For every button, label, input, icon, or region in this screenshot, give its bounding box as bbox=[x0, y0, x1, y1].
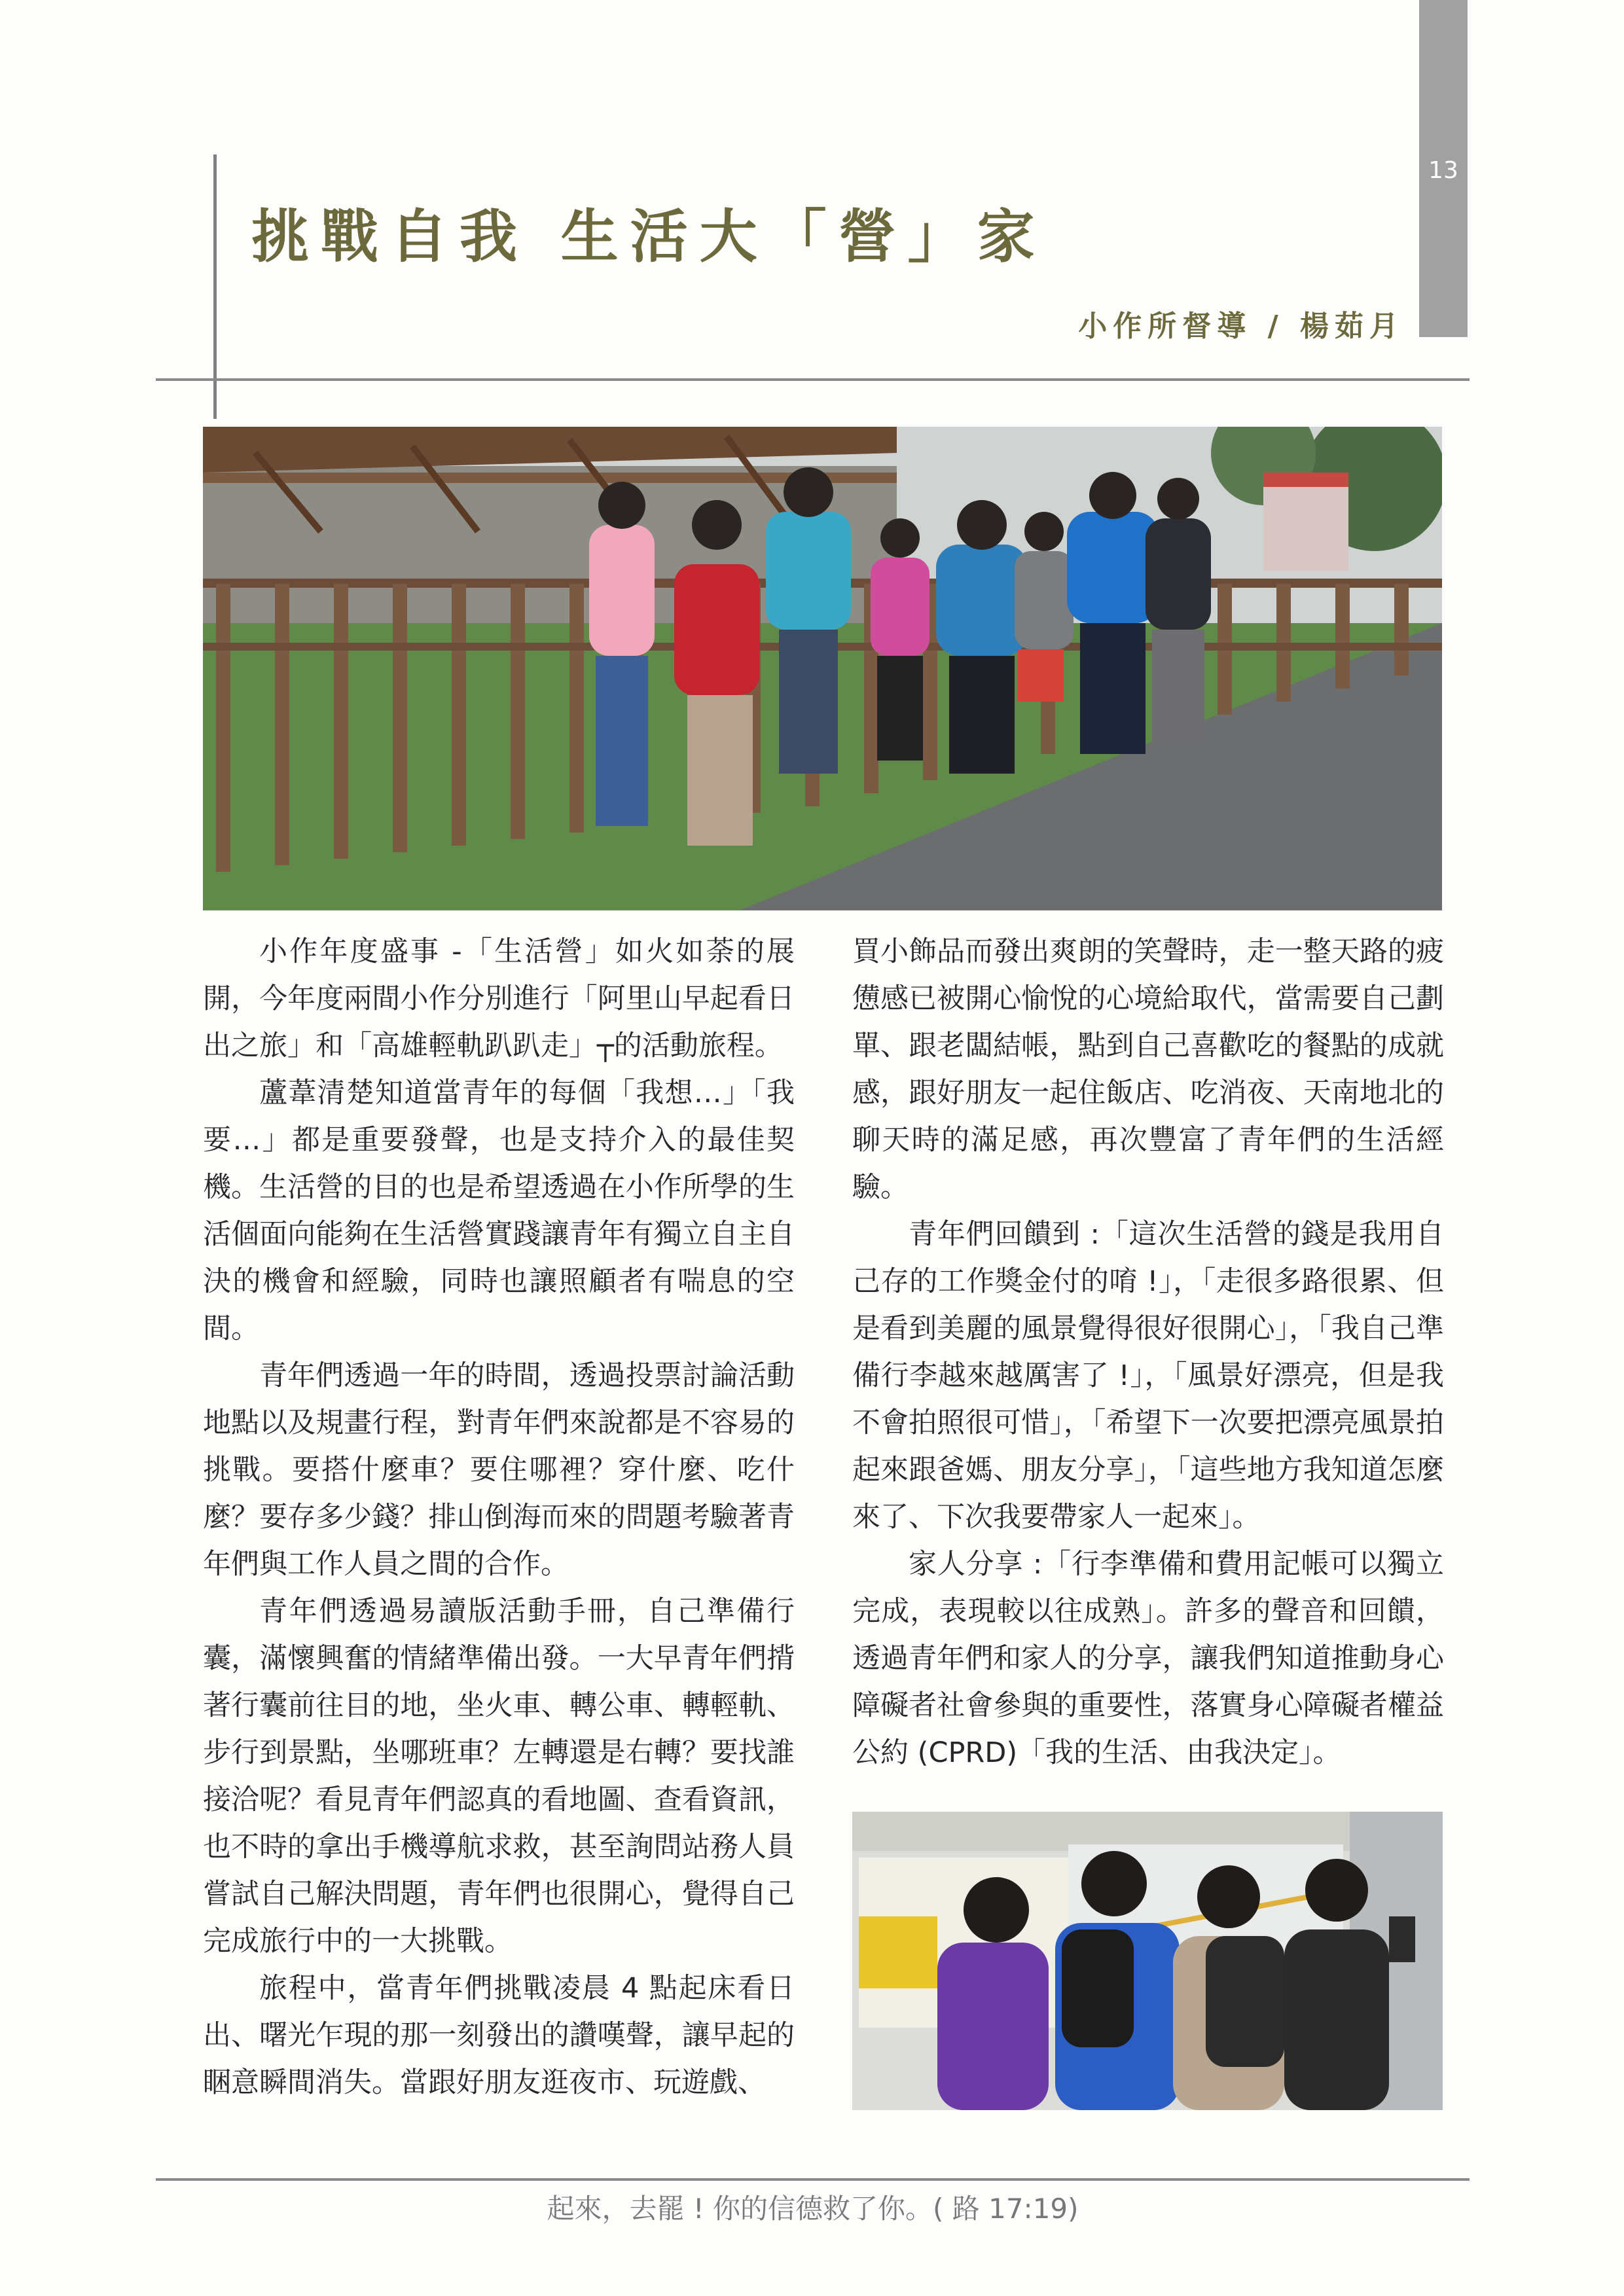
paragraph: 蘆葦清楚知道當青年的每個「我想…」「我要…」都是重要發聲，也是支持介入的最佳契機。生活營的目的也是希望透過在小作所學的生活個面向能夠在生活營實踐讓青年有獨立自主自決的機會和經驗，同時也讓照顧者有喘息的空間。 bbox=[203, 1077, 795, 1345]
page-number: 13 bbox=[1428, 157, 1458, 184]
article-column-left bbox=[203, 928, 795, 2106]
header-divider bbox=[156, 378, 1470, 381]
group-jumping-at-station-photo bbox=[203, 427, 1442, 910]
paragraph: 青年們回饋到 :「這次生活營的錢是我用自己存的工作獎金付的唷 !」，「走很多路很累、但是看到美麗的風景覺得很好很開心」，「我自己準備行李越來越厲害了 !」，「風景好漂亮，但是我不會拍照很可惜」，「希望下一次要把漂亮風景拍起來跟爸媽、朋友分享」，「這些地方我知道怎麼來了、下次我要帶家人一起來」。 bbox=[852, 1218, 1444, 1534]
paragraph: 小作年度盛事 -「生活營」如火如荼的展開，今年度兩間小作分別進行「阿里山早起看日出之旅」和「高雄輕軌趴趴走」┬的活動旅程。 bbox=[203, 935, 795, 1062]
paragraph: 家人分享 :「行李準備和費用記帳可以獨立完成，表現較以往成熟」。許多的聲音和回饋，透過青年們和家人的分享，讓我們知道推動身心障礙者社會參與的重要性，落實身心障礙者權益公約 (CPRD)「我的生活、由我決定」。 bbox=[852, 1548, 1444, 1769]
youths-reading-map-photo bbox=[852, 1812, 1443, 2110]
paragraph: 買小飾品而發出爽朗的笑聲時，走一整天路的疲憊感已被開心愉悅的心境給取代，當需要自己劃單、跟老闆結帳，點到自己喜歡吃的餐點的成就感，跟好朋友一起住飯店、吃消夜、天南地北的聊天時的滿足感，再次豐富了青年們的生活經驗。 bbox=[852, 935, 1444, 1204]
paragraph: 青年們透過易讀版活動手冊，自己準備行囊，滿懷興奮的情緒準備出發。一大早青年們揹著行囊前往目的地，坐火車、轉公車、轉輕軌、步行到景點，坐哪班車？左轉還是右轉？要找誰接洽呢？看見青年們認真的看地圖、查看資訊，也不時的拿出手機導航求救，甚至詢問站務人員嘗試自己解決問題，青年們也很開心，覺得自己完成旅行中的一大挑戰。 bbox=[203, 1595, 795, 1958]
footer-divider bbox=[156, 2178, 1470, 2181]
author-byline: 小作所督導 / 楊茹月 bbox=[1078, 310, 1404, 343]
article-column-right bbox=[852, 928, 1444, 1776]
paragraph: 旅程中，當青年們挑戰凌晨 4 點起床看日出、曙光乍現的那一刻發出的讚嘆聲，讓早起的睏意瞬間消失。當跟好朋友逛夜市、玩遊戲、 bbox=[203, 1972, 795, 2099]
paragraph: 青年們透過一年的時間，透過投票討論活動地點以及規畫行程，對青年們來說都是不容易的挑戰。要搭什麼車？要住哪裡？穿什麼、吃什麼？要存多少錢？排山倒海而來的問題考驗著青年們與工作人員之間的合作。 bbox=[203, 1359, 795, 1581]
footer-bible-verse: 起來，去罷 ! 你的信德救了你。( 路 17:19) bbox=[547, 2193, 1079, 2225]
article-title: 挑戰自我 生活大「營」家 bbox=[251, 203, 1047, 270]
